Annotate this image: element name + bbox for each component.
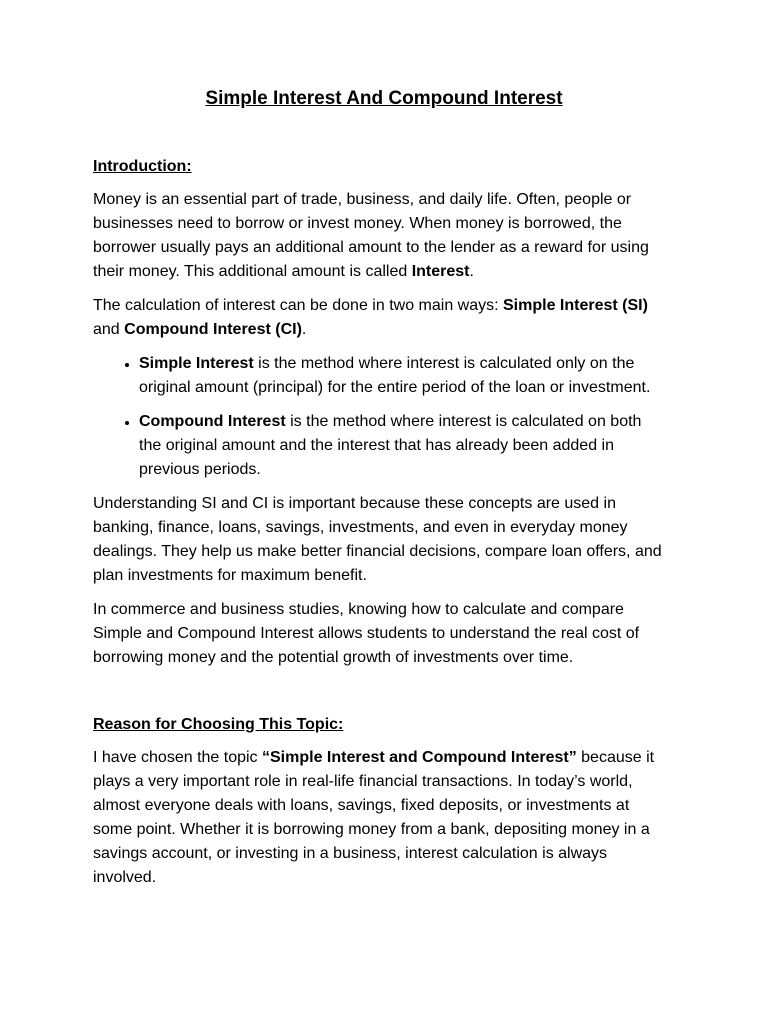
bold-term: Compound Interest (CI) bbox=[124, 321, 302, 338]
section-spacer bbox=[93, 680, 668, 716]
list-item-text: is the method where interest is calculated on both the original amount and the interest that has already been added in previous periods. bbox=[139, 413, 642, 478]
introduction-section bbox=[93, 158, 668, 670]
document-title: Simple Interest And Compound Interest bbox=[205, 88, 563, 109]
paragraph-text: because it plays a very important role in real-life financial transactions. In today’s world, almost everyone deals with loans, savings, fixed deposits, or investments at some point. Whether it is borrowing money from a bank, depositing money in a savings account, or investing in a business, interest calculation is always involved. bbox=[93, 749, 655, 886]
paragraph-text: I have chosen the topic bbox=[93, 749, 262, 766]
bold-term: Compound Interest bbox=[139, 413, 286, 430]
interest-types-list bbox=[93, 352, 668, 482]
bold-term: Simple Interest (SI) bbox=[503, 297, 648, 314]
list-item bbox=[139, 352, 668, 400]
paragraph-text: and bbox=[93, 321, 125, 338]
reason-section bbox=[93, 716, 668, 890]
reason-paragraph-1 bbox=[93, 746, 668, 890]
introduction-paragraph-1 bbox=[93, 188, 668, 284]
bold-term: “Simple Interest and Compound Interest” bbox=[262, 749, 577, 766]
paragraph-text: Money is an essential part of trade, business, and daily life. Often, people or businesses need to borrow or invest money. When money is borrowed, the borrower usually pays an additional amount to the lender as a reward for using their money. This additional amount is called bbox=[93, 191, 649, 280]
introduction-paragraph-4: In commerce and business studies, knowing how to calculate and compare Simple and Compound Interest allows students to understand the real cost of borrowing money and the potential growth of investments over time. bbox=[93, 601, 640, 666]
paragraph-text: The calculation of interest can be done in two main ways: bbox=[93, 297, 503, 314]
reason-heading: Reason for Choosing This Topic: bbox=[93, 716, 344, 733]
paragraph-end: . bbox=[301, 321, 307, 338]
paragraph-end: . bbox=[469, 263, 474, 280]
bold-term: Interest bbox=[411, 263, 470, 280]
introduction-paragraph-2 bbox=[93, 294, 668, 342]
list-item bbox=[139, 410, 668, 482]
list-item-text: is the method where interest is calculated only on the original amount (principal) for the entire period of the loan or investment. bbox=[139, 355, 651, 396]
introduction-heading: Introduction: bbox=[93, 158, 192, 175]
bold-term: Simple Interest bbox=[139, 355, 254, 372]
introduction-paragraph-3: Understanding SI and CI is important because these concepts are used in banking, finance, loans, savings, investments, and even in everyday money dealings. They help us make better financial decisions, compare loan offers, and plan investments for maximum benefit. bbox=[93, 495, 662, 584]
